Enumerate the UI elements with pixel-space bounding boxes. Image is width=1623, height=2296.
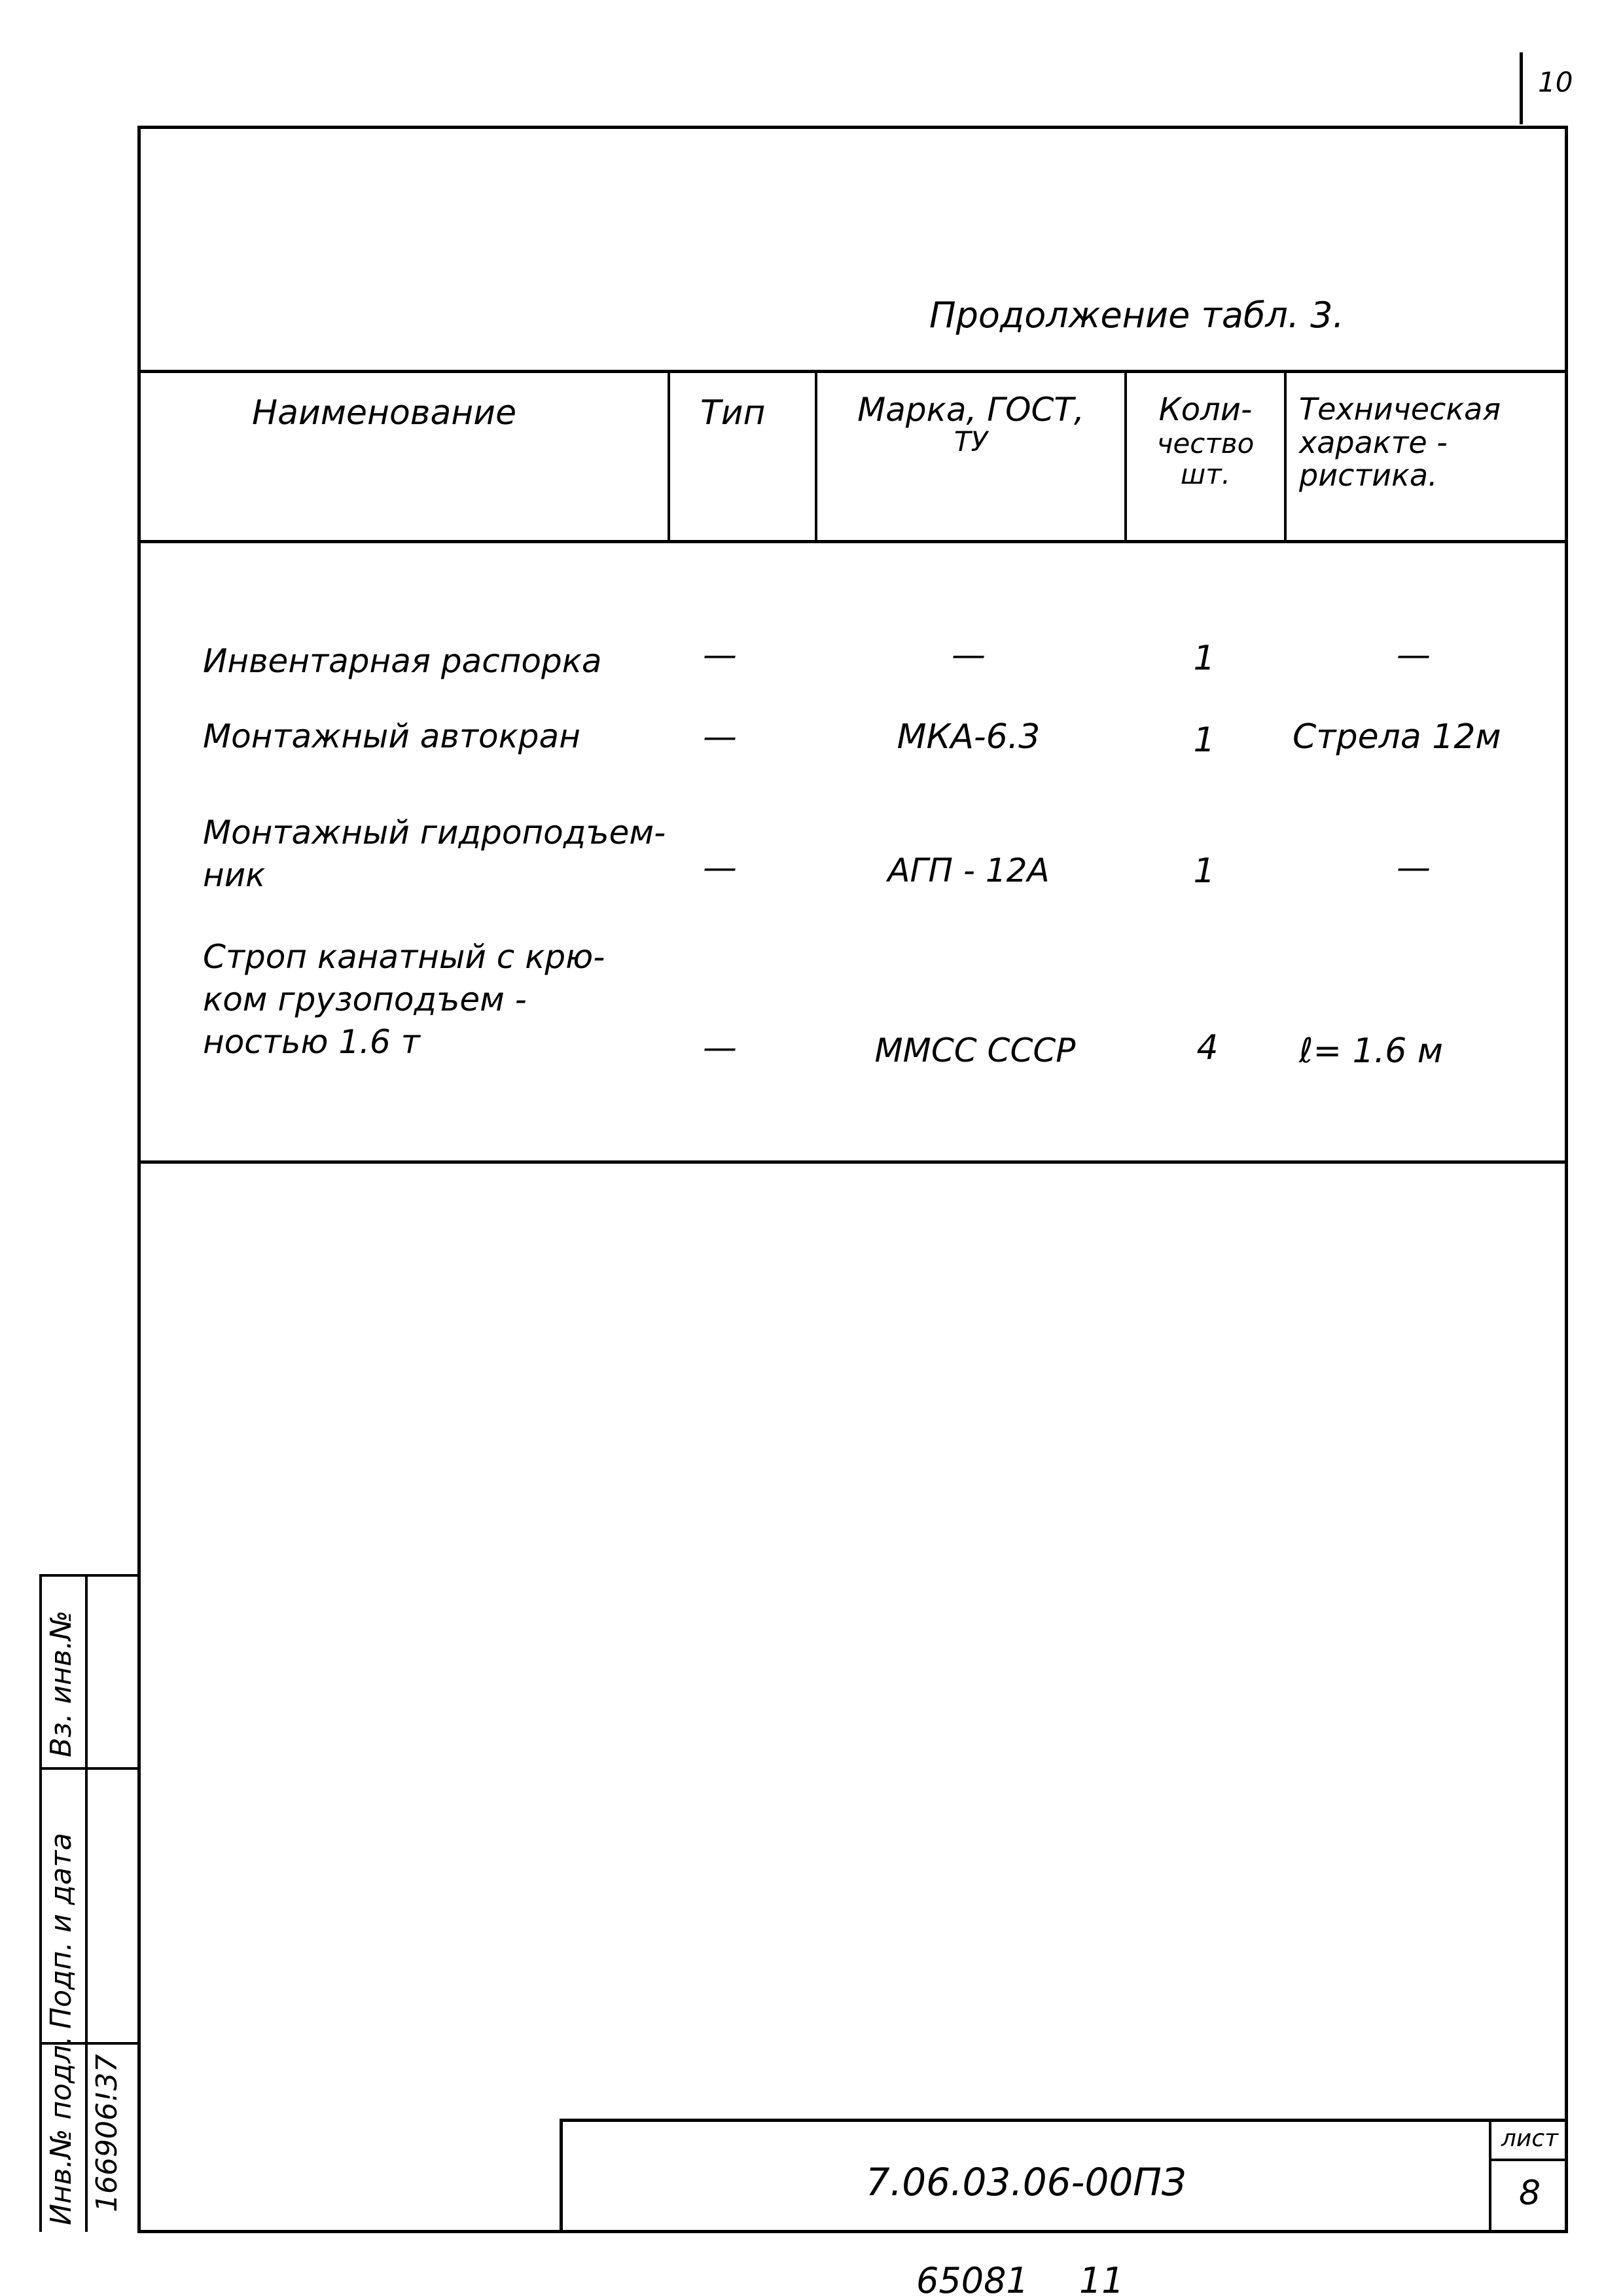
side-stamp-vz-inv: Вз. инв.№ bbox=[45, 1610, 78, 1757]
row-mark: АГП - 12А bbox=[887, 852, 1050, 889]
row-quantity: 1 bbox=[1193, 721, 1215, 760]
row-name: Монтажный автокран bbox=[203, 717, 580, 755]
side-stamp-podp-date: Подп. и дата bbox=[45, 1833, 78, 2029]
side-stamp-mid-line bbox=[85, 1574, 88, 2232]
header-name: Наименование bbox=[252, 393, 517, 433]
bottom-note: 65081 11 bbox=[916, 2260, 1124, 2296]
side-stamp-sep-1 bbox=[39, 1767, 137, 1770]
title-block-sheet-mid-line bbox=[1489, 2159, 1568, 2161]
row-tech: — bbox=[1397, 636, 1431, 675]
row-name-line: ник bbox=[203, 856, 266, 894]
page-number-tick bbox=[1520, 52, 1523, 124]
header-mark-line1: Марка, ГОСТ, bbox=[857, 391, 1084, 429]
header-quantity bbox=[1127, 393, 1284, 490]
side-stamp-top-line bbox=[39, 1574, 137, 1577]
row-name-line: Строп канатный с крю- bbox=[203, 938, 605, 976]
row-name-line: Монтажный гидроподъем- bbox=[203, 814, 666, 852]
header-tech-line1: Техническая bbox=[1299, 391, 1501, 427]
row-mark: МКА-6.3 bbox=[897, 717, 1041, 757]
header-quantity-line3: шт. bbox=[1180, 457, 1231, 490]
row-type: — bbox=[703, 848, 737, 888]
page-number: 10 bbox=[1538, 66, 1573, 98]
row-name bbox=[203, 936, 605, 1064]
table-bottom-line bbox=[137, 1160, 1568, 1164]
row-name bbox=[203, 812, 666, 897]
row-type: — bbox=[703, 717, 737, 757]
row-tech: Стрела 12м bbox=[1293, 717, 1501, 757]
row-tech: — bbox=[1397, 848, 1431, 888]
table-header-top-line bbox=[137, 370, 1568, 373]
row-mark: ММСС СССР bbox=[874, 1031, 1076, 1069]
header-tech-line2: характе - bbox=[1299, 424, 1448, 460]
header-quantity-line1: Коли- bbox=[1158, 391, 1253, 428]
row-quantity: 4 bbox=[1196, 1028, 1219, 1067]
title-block-top-line bbox=[560, 2119, 1568, 2122]
row-name: Инвентарная распорка bbox=[203, 642, 602, 680]
header-type: Тип bbox=[700, 393, 766, 433]
sheet-number: 8 bbox=[1518, 2174, 1541, 2213]
row-type: — bbox=[703, 1028, 737, 1067]
side-stamp-outer-line bbox=[39, 1574, 42, 2232]
header-col-sep-1 bbox=[668, 370, 670, 543]
header-mark-line2: ТУ bbox=[954, 425, 988, 457]
row-tech: ℓ= 1.6 м bbox=[1299, 1031, 1444, 1071]
row-name-line: ком грузоподъем - bbox=[203, 980, 527, 1018]
sheet-label: лист bbox=[1501, 2125, 1559, 2152]
side-stamp-inv-podl: Инв.№ подл. bbox=[45, 2036, 78, 2225]
doc-code: 7.06.03.06-00ПЗ bbox=[865, 2160, 1186, 2204]
bottom-note-clip bbox=[903, 2237, 1322, 2296]
row-type: — bbox=[703, 636, 737, 675]
side-stamp-inv-podl-value: 166906!37 bbox=[90, 2054, 124, 2212]
header-tech-line3: ристика. bbox=[1299, 457, 1438, 493]
header-mark bbox=[817, 393, 1124, 456]
header-col-sep-4 bbox=[1284, 370, 1287, 543]
table-header-bottom-line bbox=[137, 540, 1568, 543]
header-tech bbox=[1299, 393, 1564, 492]
table-caption: Продолжение табл. 3. bbox=[929, 295, 1344, 336]
row-quantity: 1 bbox=[1193, 639, 1215, 678]
row-quantity: 1 bbox=[1193, 852, 1215, 891]
row-mark: — bbox=[952, 636, 986, 675]
header-quantity-line2: чество bbox=[1156, 427, 1255, 459]
row-name-line: ностью 1.6 т bbox=[203, 1023, 420, 1061]
